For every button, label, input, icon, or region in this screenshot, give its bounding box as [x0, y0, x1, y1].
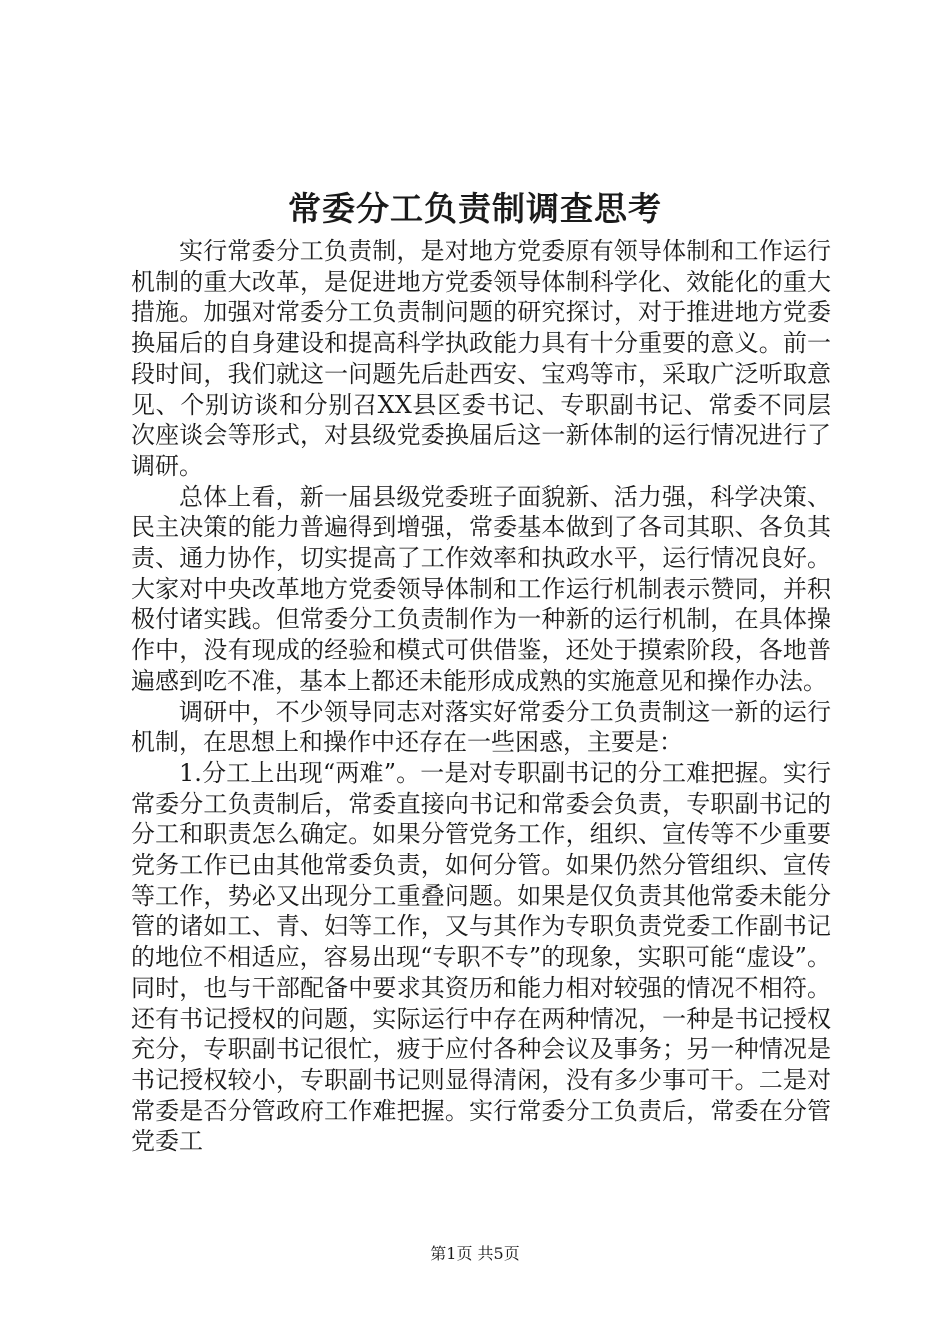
- paragraph: 1.分工上出现“两难”。一是对专职副书记的分工难把握。实行常委分工负责制后，常委直接向书记和常委会负责，专职副书记的分工和职责怎么确定。如果分管党务工作，组织、宣传等不少重要党务工作已由其他常委负责，如何分管。如果仍然分管组织、宣传等工作，势必又出现分工重叠问题。如果是仅负责其他常委未能分管的诸如工、青、妇等工作，又与其作为专职负责党委工作副书记的地位不相适应，容易出现“专职不专”的现象，实职可能“虚设”。同时，也与干部配备中要求其资历和能力相对较强的情况不相符。还有书记授权的问题，实际运行中存在两种情况，一种是书记授权充分，专职副书记很忙，疲于应付各种会议及事务；另一种情况是书记授权较小，专职副书记则显得清闲，没有多少事可干。二是对常委是否分管政府工作难把握。实行常委分工负责后，常委在分管党委工: [131, 758, 831, 1156]
- paragraph: 总体上看，新一届县级党委班子面貌新、活力强，科学决策、民主决策的能力普遍得到增强，常委基本做到了各司其职、各负其责、通力协作，切实提高了工作效率和执政水平，运行情况良好。大家对中央改革地方党委领导体制和工作运行机制表示赞同，并积极付诸实践。但常委分工负责制作为一种新的运行机制，在具体操作中，没有现成的经验和模式可供借鉴，还处于摸索阶段，各地普遍感到吃不准，基本上都还未能形成成熟的实施意见和操作办法。: [131, 482, 831, 695]
- page-number-footer: 第1页 共5页: [430, 1244, 520, 1263]
- paragraph: 调研中，不少领导同志对落实好常委分工负责制这一新的运行机制，在思想上和操作中还存在一些困惑，主要是：: [131, 697, 831, 757]
- document-body: [131, 236, 831, 1157]
- document-title: 常委分工负责制调查思考: [288, 189, 662, 228]
- paragraph: 实行常委分工负责制，是对地方党委原有领导体制和工作运行机制的重大改革，是促进地方党委领导体制科学化、效能化的重大措施。加强对常委分工负责制问题的研究探讨，对于推进地方党委换届后的自身建设和提高科学执政能力具有十分重要的意义。前一段时间，我们就这一问题先后赴西安、宝鸡等市，采取广泛听取意见、个别访谈和分别召XX县区委书记、专职副书记、常委不同层次座谈会等形式，对县级党委换届后这一新体制的运行情况进行了调研。: [131, 237, 831, 480]
